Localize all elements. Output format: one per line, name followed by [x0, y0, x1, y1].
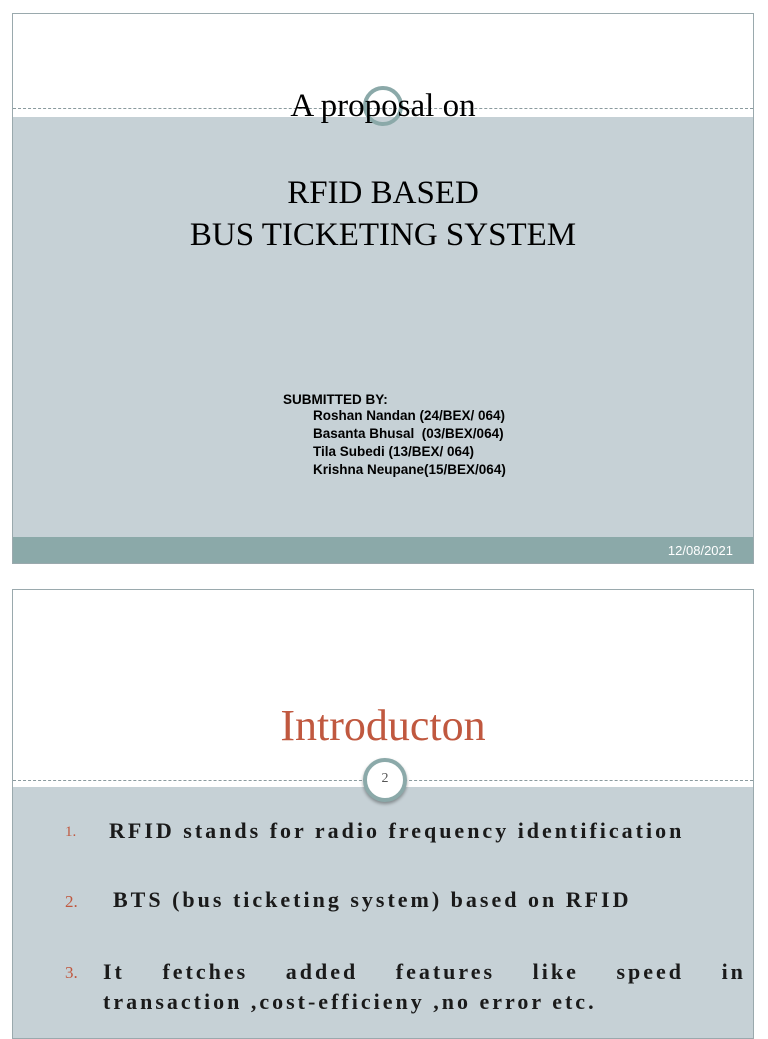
title-line-2: BUS TICKETING SYSTEM — [189, 217, 577, 253]
intro-slide — [12, 589, 754, 1039]
bullet-text-2: BTS (bus ticketing system) based on RFID — [113, 887, 632, 912]
bullet-number-3: 3. — [65, 963, 78, 982]
bullet-text-3-line-1 — [103, 959, 746, 985]
intro-title: Introducton — [280, 701, 486, 750]
member-1: Roshan Nandan (24/BEX/ 064) — [313, 408, 506, 423]
member-3: Tila Subedi (13/BEX/ 064) — [313, 444, 475, 459]
bullet-3-word: speed — [616, 959, 685, 984]
bullet-number-2: 2. — [65, 892, 78, 911]
proposal-heading: A proposal on — [290, 88, 476, 124]
footer-band — [13, 537, 753, 564]
bullet-3-word: added — [285, 959, 359, 984]
member-2: Basanta Bhusal (03/BEX/064) — [313, 426, 504, 441]
slide-date: 12/08/2021 — [667, 543, 733, 558]
bullet-3-word: features — [395, 959, 496, 984]
page-number-badge — [363, 758, 407, 802]
bullet-3-word: fetches — [162, 959, 249, 984]
bullet-3-word: in — [721, 959, 746, 984]
bullet-text-1: RFID stands for radio frequency identification — [109, 818, 685, 843]
bullet-3-word: It — [103, 959, 125, 984]
bullet-text-3-line-2: transaction ,cost-efficieny ,no error etc. — [103, 989, 597, 1014]
title-slide — [12, 13, 754, 564]
submitted-by-label: SUBMITTED BY: — [283, 392, 388, 407]
member-4: Krishna Neupane(15/BEX/064) — [313, 462, 506, 477]
bullet-number-1: 1. — [65, 824, 77, 840]
bullet-3-word: like — [532, 959, 579, 984]
title-line-1: RFID BASED — [287, 175, 479, 211]
page-number: 2 — [381, 771, 389, 786]
